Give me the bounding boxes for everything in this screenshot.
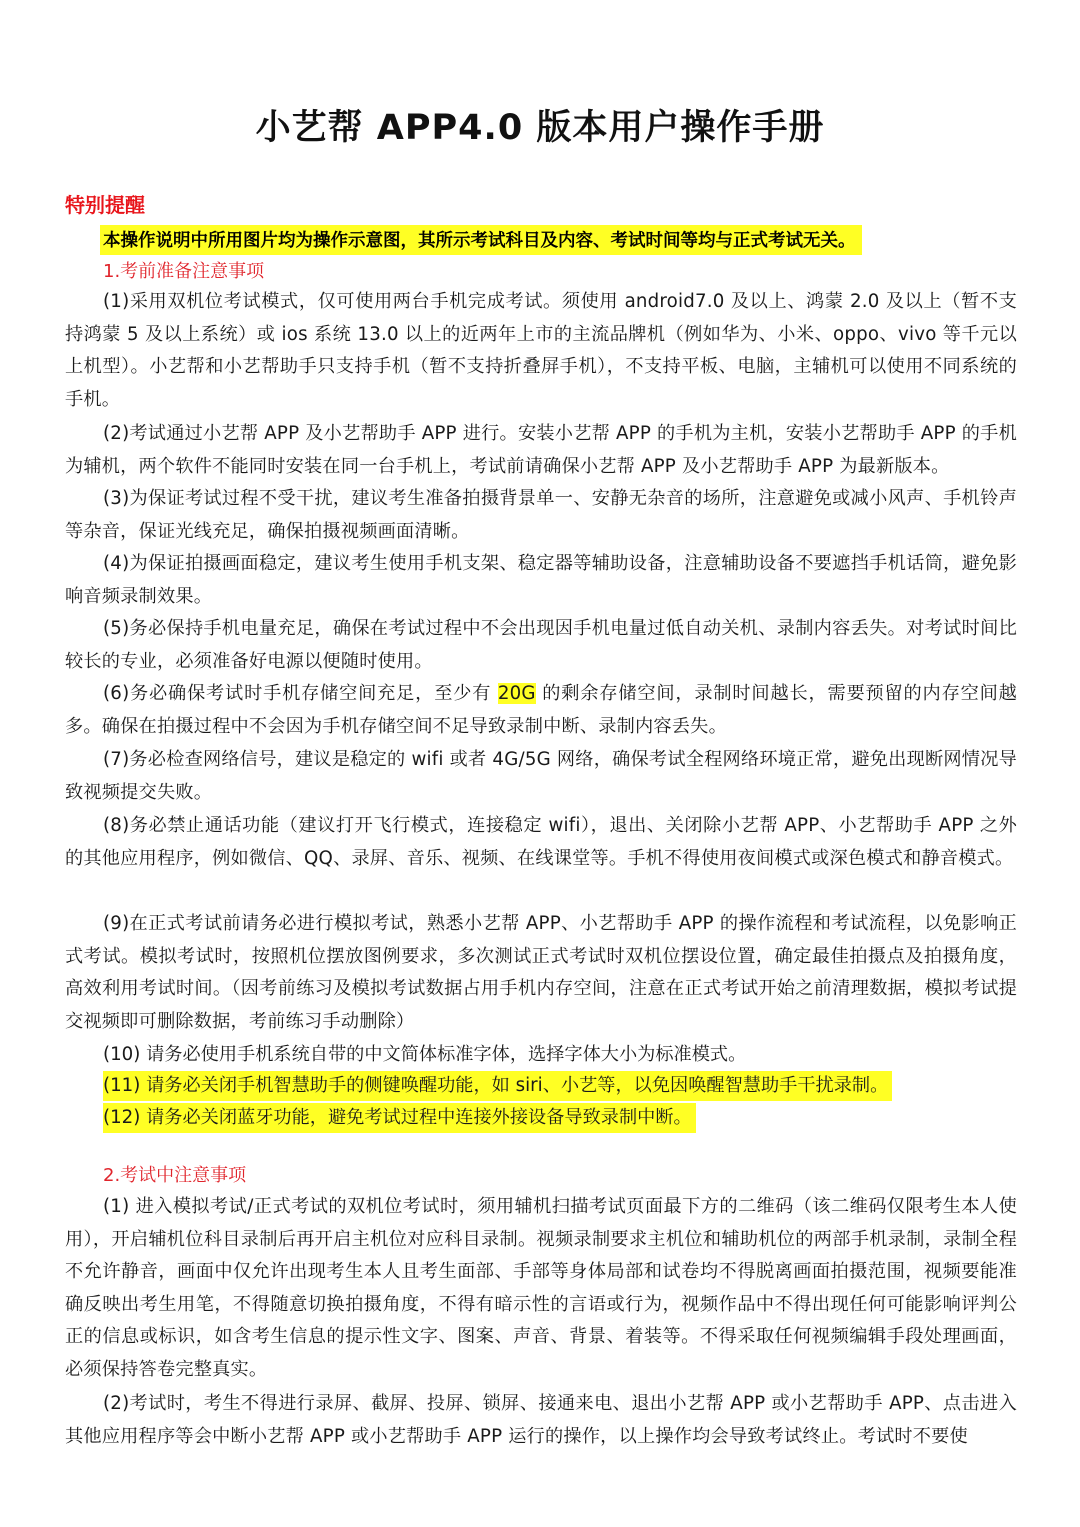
section1-item-4: (4)为保证拍摄画面稳定，建议考生使用手机支架、稳定器等辅助设备，注意辅助设备不要遮挡手机话筒，避免影响音频录制效果。 xyxy=(65,553,1017,607)
section1-item-10: (10) 请务必使用手机系统自带的中文简体标准字体，选择字体大小为标准模式。 xyxy=(103,1044,747,1065)
section2-item-2: (2)考试时，考生不得进行录屏、截屏、投屏、锁屏、接通来电、退出小艺帮 APP 或小艺帮助手 APP、点击进入其他应用程序等会中断小艺帮 APP 或小艺帮助手 APP 运行的操作，以上操作均会导致考试终止。考试时不要使 xyxy=(65,1393,1017,1447)
storage-highlight: 20G xyxy=(497,683,536,704)
section1-item-6 xyxy=(65,678,1017,743)
section1-item-7: (7)务必检查网络信号，建议是稳定的 wifi 或者 4G/5G 网络，确保考试全程网络环境正常，避免出现断网情况导致视频提交失败。 xyxy=(65,749,1017,803)
item6-text-after: 的剩余存储空间，录制时间越长，需要预留的内存空间越多。确保在拍摄过程中不会因为手机存储空间不足导致录制中断、录制内容丢失。 xyxy=(65,683,1017,737)
section1-item-3: (3)为保证考试过程不受干扰，建议考生准备拍摄背景单一、安静无杂音的场所，注意避免或减小风声、手机铃声等杂音，保证光线充足，确保拍摄视频画面清晰。 xyxy=(65,488,1017,542)
section1-item-2: (2)考试通过小艺帮 APP 及小艺帮助手 APP 进行。安装小艺帮 APP 的手机为主机，安装小艺帮助手 APP 的手机为辅机，两个软件不能同时安装在同一台手机上，考试前请确保小艺帮 APP 及小艺帮助手 APP 为最新版本。 xyxy=(65,423,1017,477)
section1-item-8: (8)务必禁止通话功能（建议打开飞行模式，连接稳定 wifi），退出、关闭除小艺帮 APP、小艺帮助手 APP 之外的其他应用程序，例如微信、QQ、录屏、音乐、视频、在线课堂等。手机不得使用夜间模式或深色模式和静音模式。 xyxy=(65,815,1017,869)
section-heading-1: 1.考前准备注意事项 xyxy=(103,261,265,282)
special-notice-label: 特别提醒 xyxy=(65,193,145,217)
section2-item-1: (1) 进入模拟考试/正式考试的双机位考试时，须用辅机扫描考试页面最下方的二维码（该二维码仅限考生本人使用），开启辅机位科目录制后再开启主机位对应科目录制。视频录制要求主机位和辅助机位的两部手机录制，录制全程不允许静音，画面中仅允许出现考生本人且考生面部、手部等身体局部和试卷均不得脱离画面拍摄范围，视频要能准确反映出考生用笔，不得随意切换拍摄角度，不得有暗示性的言语或行为，视频作品中不得出现任何可能影响评判公正的信息或标识，如含考生信息的提示性文字、图案、声音、背景、着装等。不得采取任何视频编辑手段处理画面，必须保持答卷完整真实。 xyxy=(65,1196,1017,1380)
section1-item-1: (1)采用双机位考试模式，仅可使用两台手机完成考试。须使用 android7.0 及以上、鸿蒙 2.0 及以上（暂不支持鸿蒙 5 及以上系统）或 ios 系统 13.0 以上的近两年上市的主流品牌机（例如华为、小米、oppo、vivo 等千元以上机型）。小艺帮和小艺帮助手只支持手机（暂不支持折叠屏手机），不支持平板、电脑，主辅机可以使用不同系统的手机。 xyxy=(65,291,1017,410)
section1-item-5: (5)务必保持手机电量充足，确保在考试过程中不会出现因手机电量过低自动关机、录制内容丢失。对考试时间比较长的专业，必须准备好电源以便随时使用。 xyxy=(65,618,1017,672)
section-heading-2: 2.考试中注意事项 xyxy=(103,1165,247,1186)
special-notice-text: 本操作说明中所用图片均为操作示意图，其所示考试科目及内容、考试时间等均与正式考试无关。 xyxy=(100,225,862,255)
section1-item-12: (12) 请务必关闭蓝牙功能，避免考试过程中连接外接设备导致录制中断。 xyxy=(103,1103,696,1133)
item6-text-before: (6)务必确保考试时手机存储空间充足，至少有 xyxy=(103,683,498,704)
section1-item-11: (11) 请务必关闭手机智慧助手的侧键唤醒功能，如 siri、小艺等，以免因唤醒智慧助手干扰录制。 xyxy=(103,1071,892,1101)
document-title: 小艺帮 APP4.0 版本用户操作手册 xyxy=(255,108,825,148)
section1-item-9: (9)在正式考试前请务必进行模拟考试，熟悉小艺帮 APP、小艺帮助手 APP 的操作流程和考试流程，以免影响正式考试。模拟考试时，按照机位摆放图例要求，多次测试正式考试时双机位摆设位置，确定最佳拍摄点及拍摄角度，高效利用考试时间。（因考前练习及模拟考试数据占用手机内存空间，注意在正式考试开始之前清理数据，模拟考试提交视频即可删除数据，考前练习手动删除） xyxy=(65,913,1017,1032)
